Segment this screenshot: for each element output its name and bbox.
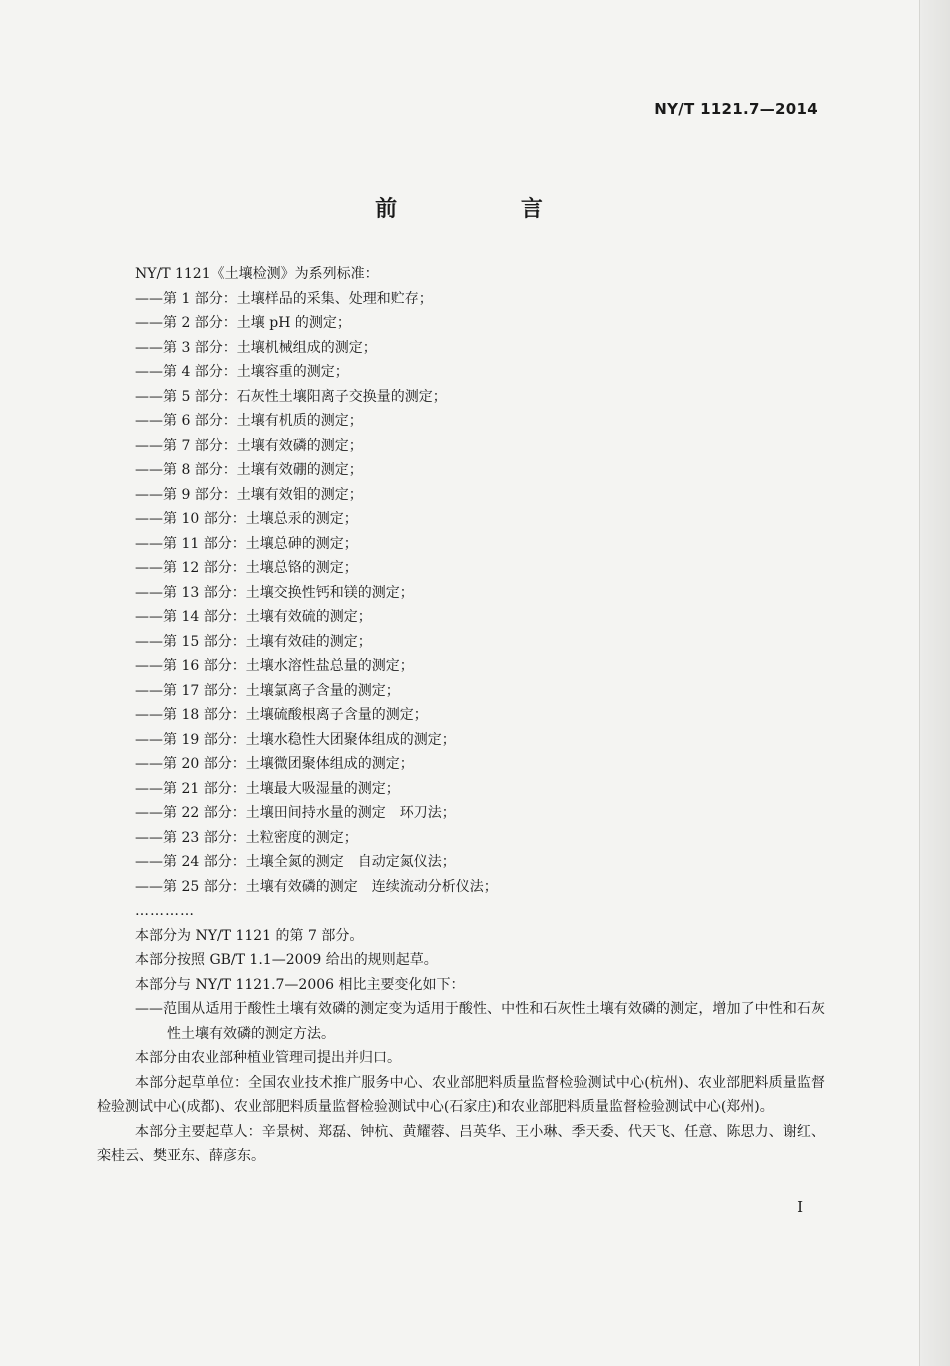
paragraph-drafting-units: 本部分起草单位：全国农业技术推广服务中心、农业部肥料质量监督检验测试中心(杭州)、农业部肥料质量监督检验测试中心(成都)、农业部肥料质量监督检验测试中心(石家庄)和农业部肥料质量监督检验测试中心(郑州)。 bbox=[97, 1074, 825, 1115]
list-item: ——第 4 部分：土壤容重的测定； bbox=[135, 364, 349, 380]
paragraph-part-number: 本部分为 NY/T 1121 的第 7 部分。 bbox=[135, 927, 364, 944]
list-item: ——第 25 部分：土壤有效磷的测定 连续流动分析仪法； bbox=[135, 878, 498, 895]
list-item: ——第 23 部分：土粒密度的测定； bbox=[135, 829, 358, 846]
list-item: ——第 3 部分：土壤机械组成的测定； bbox=[135, 339, 377, 356]
list-item: ——第 9 部分：土壤有效钼的测定； bbox=[135, 486, 363, 503]
list-item: ——第 22 部分：土壤田间持水量的测定 环刀法； bbox=[135, 805, 456, 821]
list-item: ——第 8 部分：土壤有效硼的测定； bbox=[135, 462, 363, 478]
page-edge bbox=[919, 0, 950, 1366]
paragraph-drafting-rules: 本部分按照 GB/T 1.1—2009 给出的规则起草。 bbox=[135, 952, 438, 968]
list-item: ——第 21 部分：土壤最大吸湿量的测定； bbox=[135, 780, 400, 797]
list-item: ——第 13 部分：土壤交换性钙和镁的测定； bbox=[135, 584, 414, 601]
list-item: ——第 19 部分：土壤水稳性大团聚体组成的测定； bbox=[135, 731, 456, 748]
list-item: ——第 7 部分：土壤有效磷的测定； bbox=[135, 437, 363, 454]
list-item: ——第 10 部分：土壤总汞的测定； bbox=[135, 511, 358, 527]
list-item: ——第 2 部分：土壤 pH 的测定； bbox=[135, 315, 351, 331]
intro-line: NY/T 1121《土壤检测》为系列标准： bbox=[135, 266, 379, 282]
change-item: ——范围从适用于酸性土壤有效磷的测定变为适用于酸性、中性和石灰性土壤有效磷的测定，增加了中性和石灰性土壤有效磷的测定方法。 bbox=[135, 1001, 825, 1042]
parts-list bbox=[135, 287, 825, 900]
paragraph-changes: 本部分与 NY/T 1121.7—2006 相比主要变化如下： bbox=[135, 976, 465, 993]
page-title: 前 言 bbox=[375, 197, 601, 222]
list-item: ——第 15 部分：土壤有效硅的测定； bbox=[135, 633, 372, 650]
list-item: ——第 12 部分：土壤总铬的测定； bbox=[135, 560, 358, 576]
list-item: ——第 16 部分：土壤水溶性盐总量的测定； bbox=[135, 658, 414, 674]
document-body bbox=[97, 262, 825, 1169]
list-item: ——第 17 部分：土壤氯离子含量的测定； bbox=[135, 682, 400, 699]
page-number: I bbox=[797, 1198, 803, 1216]
paragraph-drafters: 本部分主要起草人：辛景树、郑磊、钟杭、黄耀蓉、吕英华、王小琳、季天委、代天飞、任意、陈思力、谢红、栾桂云、樊亚东、薛彦东。 bbox=[97, 1123, 825, 1164]
list-item: ——第 14 部分：土壤有效硫的测定； bbox=[135, 609, 372, 625]
list-item: ——第 20 部分：土壤微团聚体组成的测定； bbox=[135, 756, 414, 772]
list-item: ——第 5 部分：石灰性土壤阳离子交换量的测定； bbox=[135, 388, 447, 405]
standard-code: NY/T 1121.7—2014 bbox=[654, 100, 818, 118]
list-item: ——第 18 部分：土壤硫酸根离子含量的测定； bbox=[135, 707, 428, 723]
list-item: ——第 1 部分：土壤样品的采集、处理和贮存； bbox=[135, 290, 433, 307]
ellipsis: ………… bbox=[135, 903, 195, 919]
list-item: ——第 11 部分：土壤总砷的测定； bbox=[135, 535, 358, 552]
list-item: ——第 24 部分：土壤全氮的测定 自动定氮仪法； bbox=[135, 854, 456, 870]
list-item: ——第 6 部分：土壤有机质的测定； bbox=[135, 413, 363, 429]
paragraph-proposer: 本部分由农业部种植业管理司提出并归口。 bbox=[135, 1050, 401, 1066]
